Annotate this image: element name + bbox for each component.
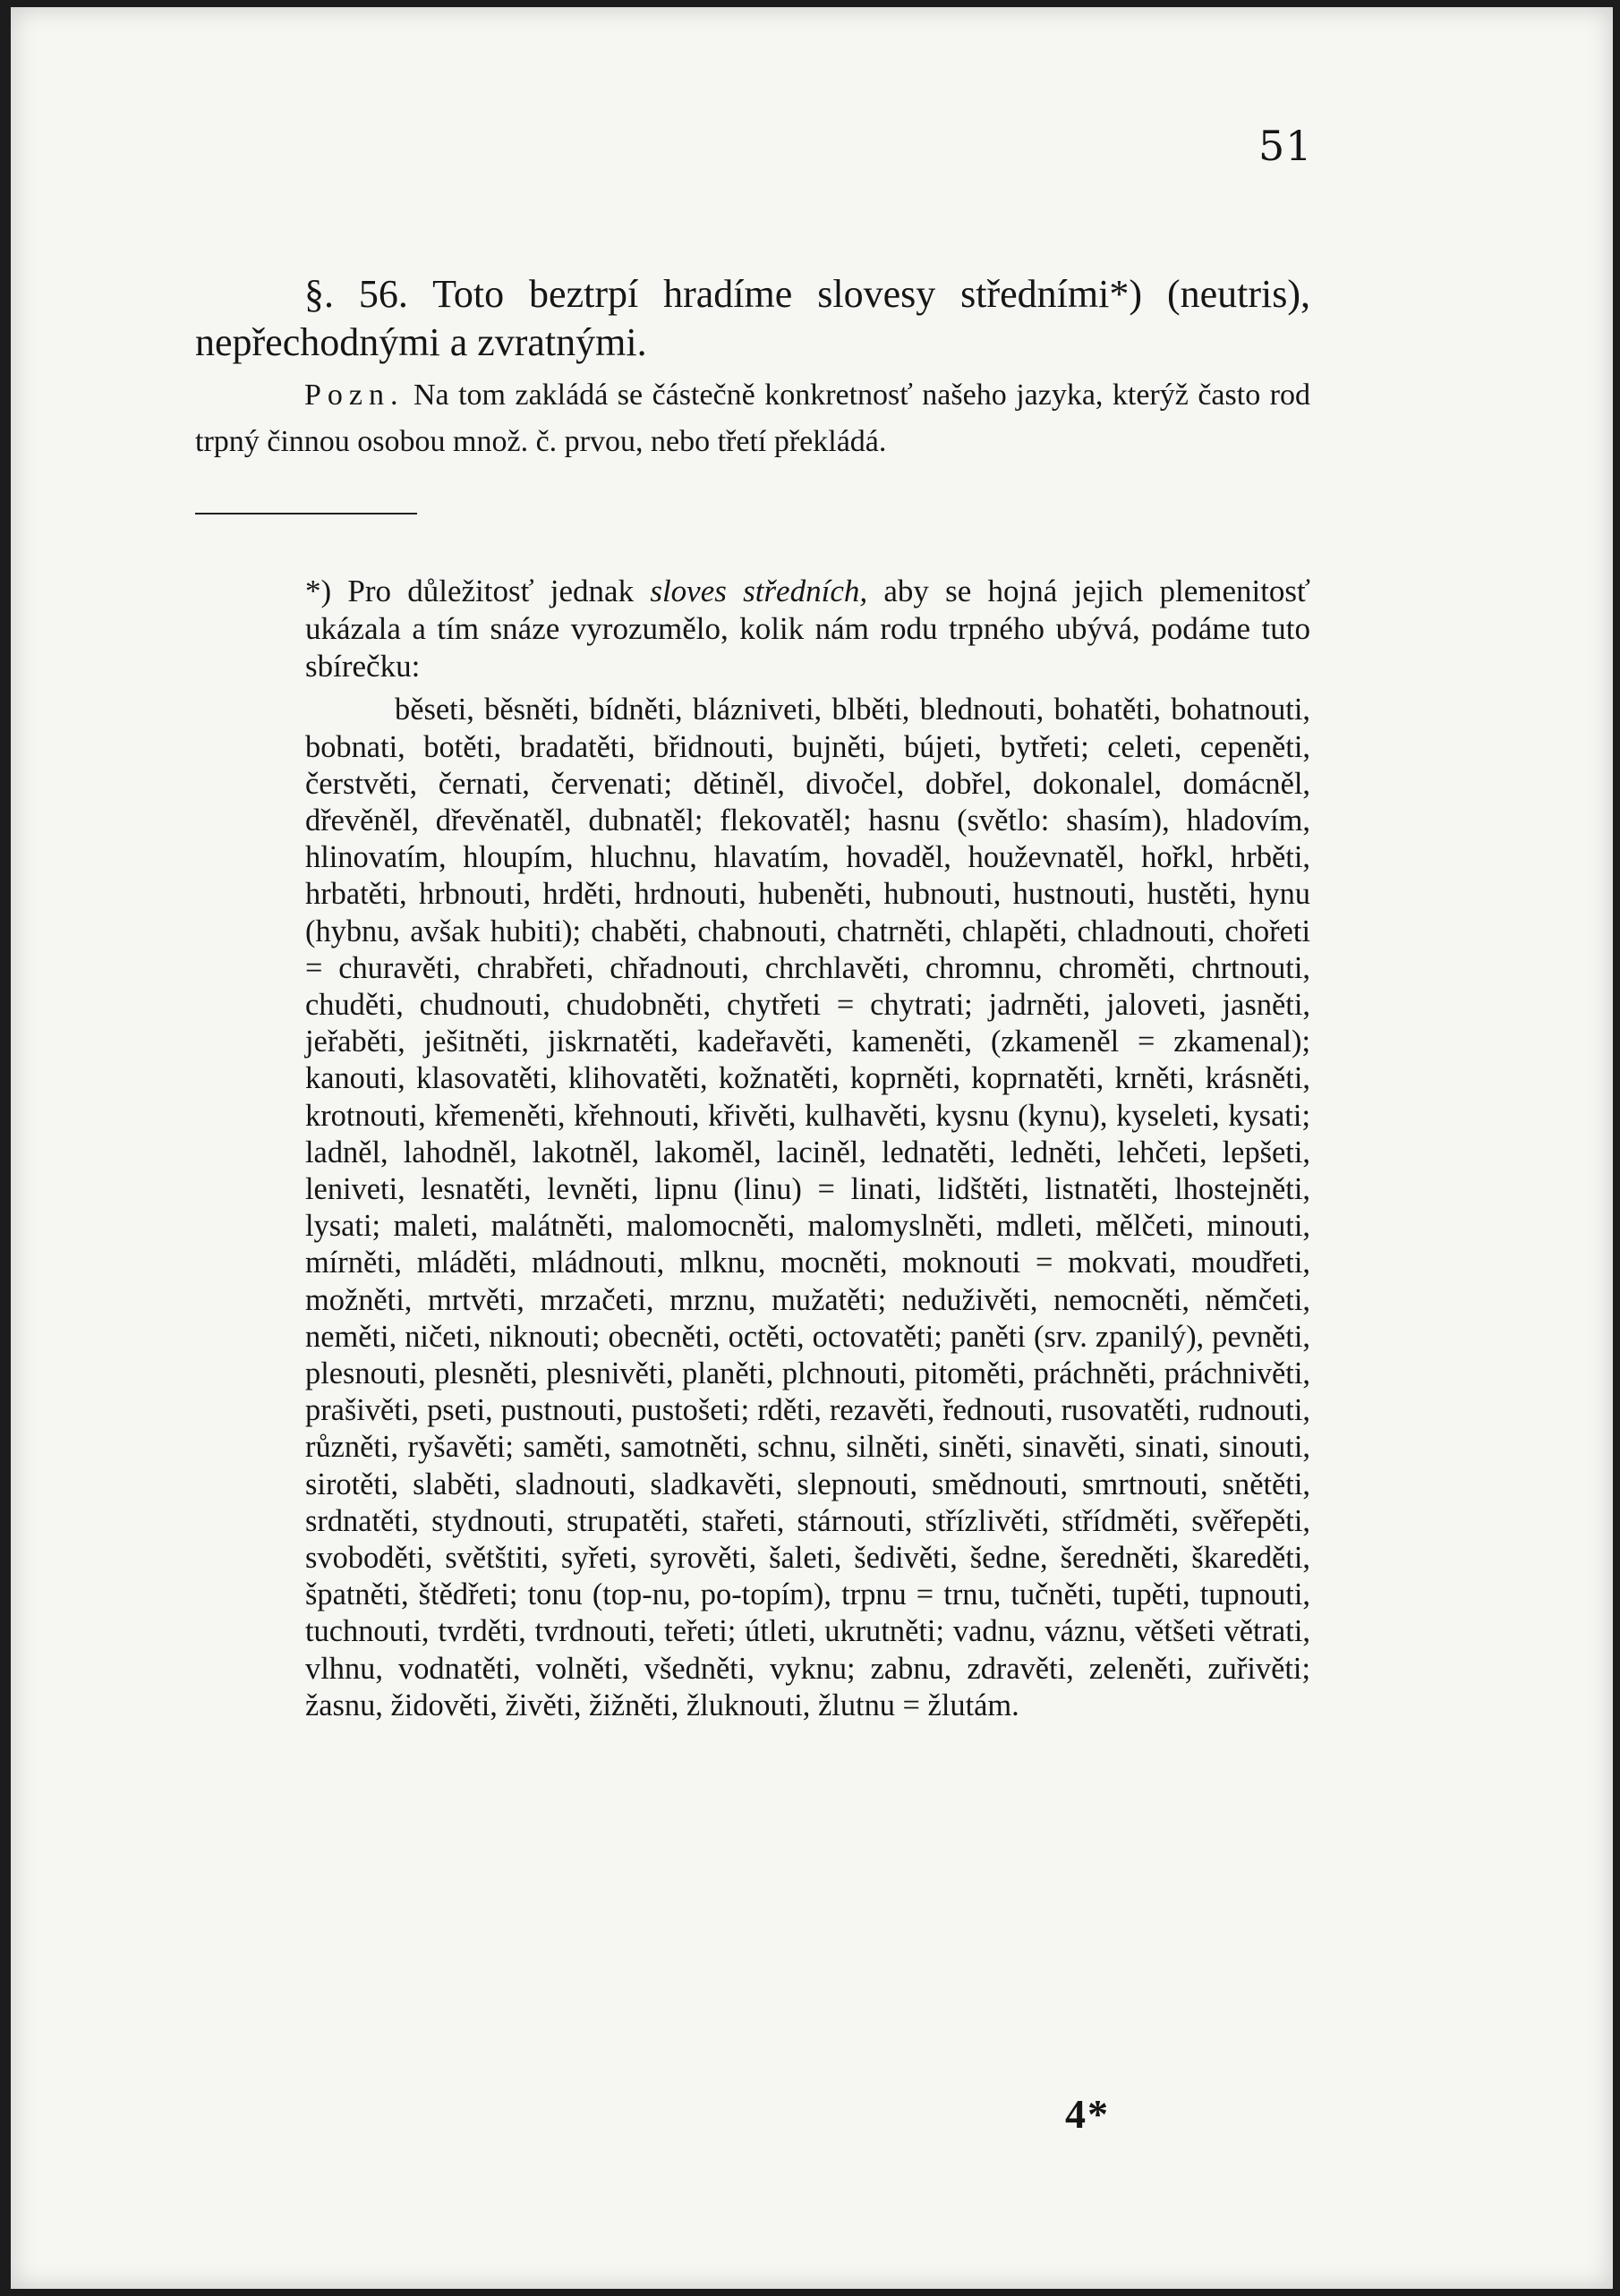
footnote-rule (195, 513, 417, 514)
page-number: 51 (1258, 122, 1313, 170)
signature-mark: 4* (1065, 2091, 1110, 2137)
verb-word-list: běseti, běsněti, bídněti, blázniveti, blběti, blednouti, bohatěti, bohatnouti, bobnati, botěti, bradatěti, břidnouti, bujněti, bújeti, bytřeti; celeti, cepeněti, čerstvěti, černati, červenati; dětiněl, divočel, dobřel, dokonalel, domácněl, dřevěněl, dřevěnatěl, dubnatěl; flekovatěl; hasnu (světlo: shasím), hladovím, hlinovatím, hloupím, hluchnu, hlavatím, hovaděl, houževnatěl, hořkl, hrběti, hrbatěti, hrbnouti, hrděti, hrdnouti, hubeněti, hubnouti, hustnouti, hustěti, hynu (hybnu, avšak hubiti); chaběti, chabnouti, chatrněti, chlapěti, chladnouti, chořeti = churavěti, chrabřeti, chřadnouti, chrchlavěti, chromnu, chroměti, chrtnouti, chuděti, chudnouti, chudobněti, chytřeti = chytrati; jadrněti, jaloveti, jasněti, jeřaběti, ješitněti, jiskrnatěti, kadeřavěti, kameněti, (zkameněl = zkamenal); kanouti, klasovatěti, klihovatěti, kožnatěti, koprněti, koprnatěti, krněti, krásněti, krotnouti, křemeněti, křehnouti, křivěti, kulhavěti, kysnu (kynu), kyseleti, kysati; ladněl, lahodněl, lakotněl, lakoměl, laciněl, lednatěti, ledněti, lehčeti, lepšeti, leniveti, lesnatěti, levněti, lipnu (linu) = linati, lidštěti, listnatěti, lhostejněti, lysati; maleti, malátněti, malomocněti, malomyslněti, mdleti, mělčeti, minouti, mírněti, mláděti, mládnouti, mlknu, mocněti, moknouti = mokvati, moudřeti, možněti, mrtvěti, mrzačeti, mrznu, mužatěti; neduživěti, nemocněti, němčeti, neměti, ničeti, niknouti; obecněti, octěti, octovatěti; paněti (srv. zpanilý), pevněti, plesnouti, plesněti, plesnivěti, planěti, plchnouti, pitoměti, práchněti, práchnivěti, prašivěti, pseti, pustnouti, pustošeti; rděti, rezavěti, řednouti, rusovatěti, rudnouti, různěti, ryšavěti; saměti, samotněti, schnu, silněti, siněti, sinavěti, sinati, sinouti, sirotěti, slaběti, sladnouti, sladkavěti, slepnouti, smědnouti, smrtnouti, snětěti, srdnatěti, stydnouti, strupatěti, stařeti, stárnouti, střízlivěti, střídměti, svěřepěti, svoboděti, světštiti, syřeti, syrověti, šaleti, šedivěti, šedne, šeredněti, škareděti, špatněti, štědřeti; tonu (top-nu, po-topím), trpnu = trnu, tučněti, tupěti, tupnouti, tuchnouti, tvrděti, tvrdnouti, teřeti; útleti, ukrutněti; vadnu, váznu, většeti větrati, vlhnu, vodnatěti, volněti, všedněti, vyknu; zabnu, zdravěti, zeleněti, zuřivěti; žasnu, židověti, živěti, žižněti, žluknouti, žlutnu = žlutám. (305, 693, 1310, 1722)
note-label: Pozn. (304, 378, 405, 412)
note-paragraph (195, 372, 1310, 465)
footnote-emphasis: sloves středních, (650, 574, 868, 608)
section-paragraph: §. 56. Toto beztrpí hradíme slovesy středními*) (neutris), nepřechodnými a zvratnými. (195, 272, 1310, 364)
book-page (11, 7, 1613, 2289)
footnote-text-before: Pro důležitosť jednak (347, 574, 635, 608)
footnote-intro (305, 573, 1310, 685)
footnote-text-after: aby se hojná jejich plemenitosť ukázala a tím snáze vyrozumělo, kolik nám rodu trpného ubývá, podáme tuto sbírečku: (305, 574, 1311, 684)
note-text: Na tom zakládá se částečně konkretnosť našeho jazyka, kterýž často rod trpný činnou osobou množ. č. prvou, nebo třetí překládá. (195, 378, 1310, 458)
footnote-marker: *) (305, 574, 332, 608)
